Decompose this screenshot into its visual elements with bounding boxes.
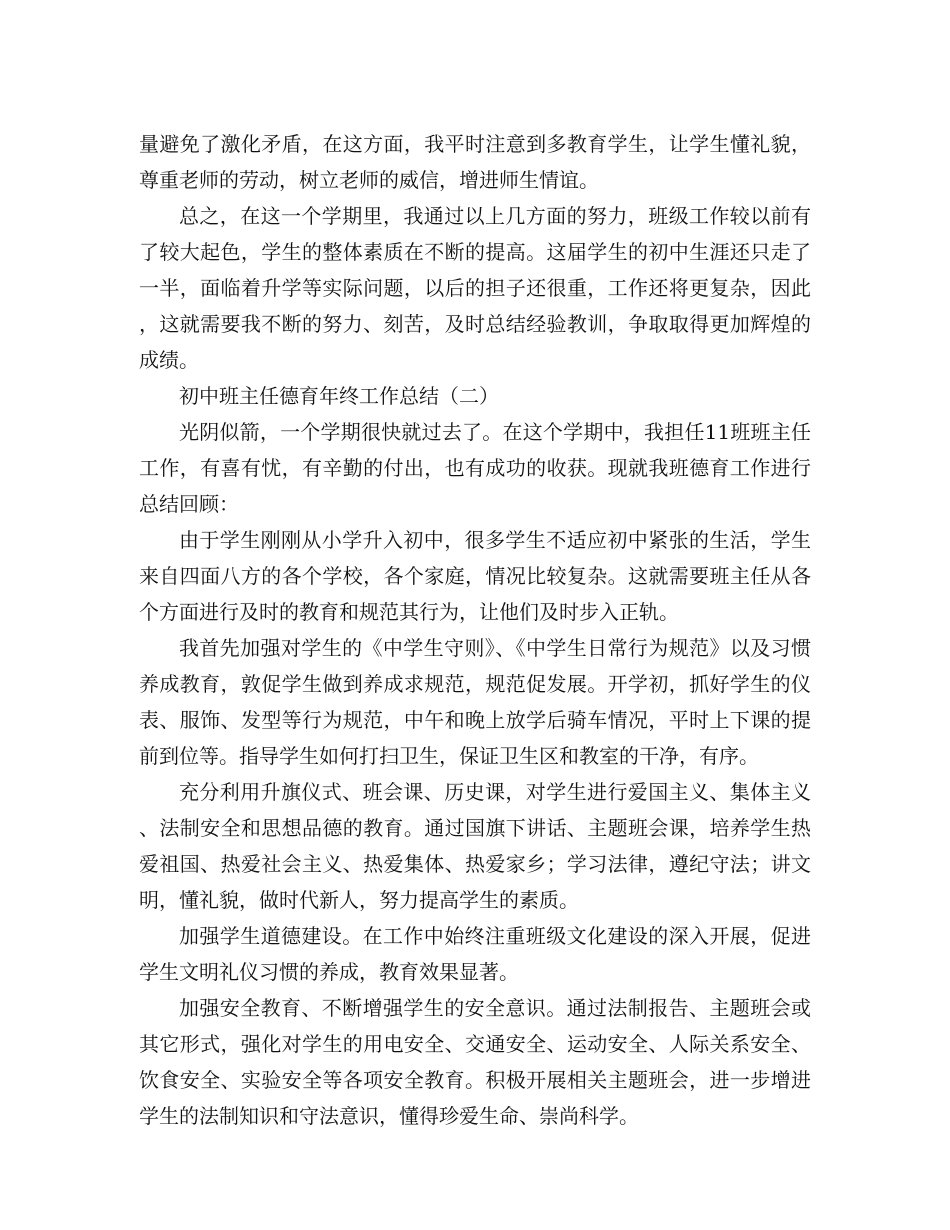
paragraph-background: 由于学生刚刚从小学升入初中，很多学生不适应初中紧张的生活，学生来自四面八方的各个学校，各个家庭，情况比较复杂。这就需要班主任从各个方面进行及时的教育和规范其行为，让他们及时步入正轨。 xyxy=(139,528,811,624)
paragraph-continuation: 量避免了激化矛盾，在这方面，我平时注意到多教育学生，让学生懂礼貌，尊重老师的劳动，树立老师的威信，增进师生情谊。 xyxy=(139,132,811,192)
paragraph-summary: 总之，在这一个学期里，我通过以上几方面的努力，班级工作较以前有了较大起色，学生的整体素质在不断的提高。这届学生的初中生涯还只走了一半，面临着升学等实际问题，以后的担子还很重，工作还将更复杂，因此，这就需要我不断的努力、刻苦，及时总结经验教训，争取取得更加辉煌的成绩。 xyxy=(139,204,811,372)
paragraph-moral-building: 加强学生道德建设。在工作中始终注重班级文化建设的深入开展，促进学生文明礼仪习惯的养成，教育效果显著。 xyxy=(139,924,811,984)
paragraph-safety-education: 加强安全教育、不断增强学生的安全意识。通过法制报告、主题班会或其它形式，强化对学生的用电安全、交通安全、运动安全、人际关系安全、饮食安全、实验安全等各项安全教育。积极开展相关主题班会，进一步增进学生的法制知识和守法意识，懂得珍爱生命、崇尚科学。 xyxy=(139,996,811,1128)
paragraph-intro: 光阴似箭，一个学期很快就过去了。在这个学期中，我担任11班班主任工作，有喜有忧，有辛勤的付出，也有成功的收获。现就我班德育工作进行总结回顾： xyxy=(139,420,811,516)
section-heading: 初中班主任德育年终工作总结（二） xyxy=(179,384,499,408)
document-body xyxy=(139,126,811,1134)
paragraph-patriotic-education: 充分利用升旗仪式、班会课、历史课，对学生进行爱国主义、集体主义、法制安全和思想品德的教育。通过国旗下讲话、主题班会课，培养学生热爱祖国、热爱社会主义、热爱集体、热爱家乡；学习法律，遵纪守法；讲文明，懂礼貌，做时代新人，努力提高学生的素质。 xyxy=(139,780,811,912)
paragraph-rules-education: 我首先加强对学生的《中学生守则》、《中学生日常行为规范》以及习惯养成教育，敦促学生做到养成求规范，规范促发展。开学初，抓好学生的仪表、服饰、发型等行为规范，中午和晚上放学后骑车情况，平时上下课的提前到位等。指导学生如何打扫卫生，保证卫生区和教室的干净，有序。 xyxy=(139,636,811,768)
